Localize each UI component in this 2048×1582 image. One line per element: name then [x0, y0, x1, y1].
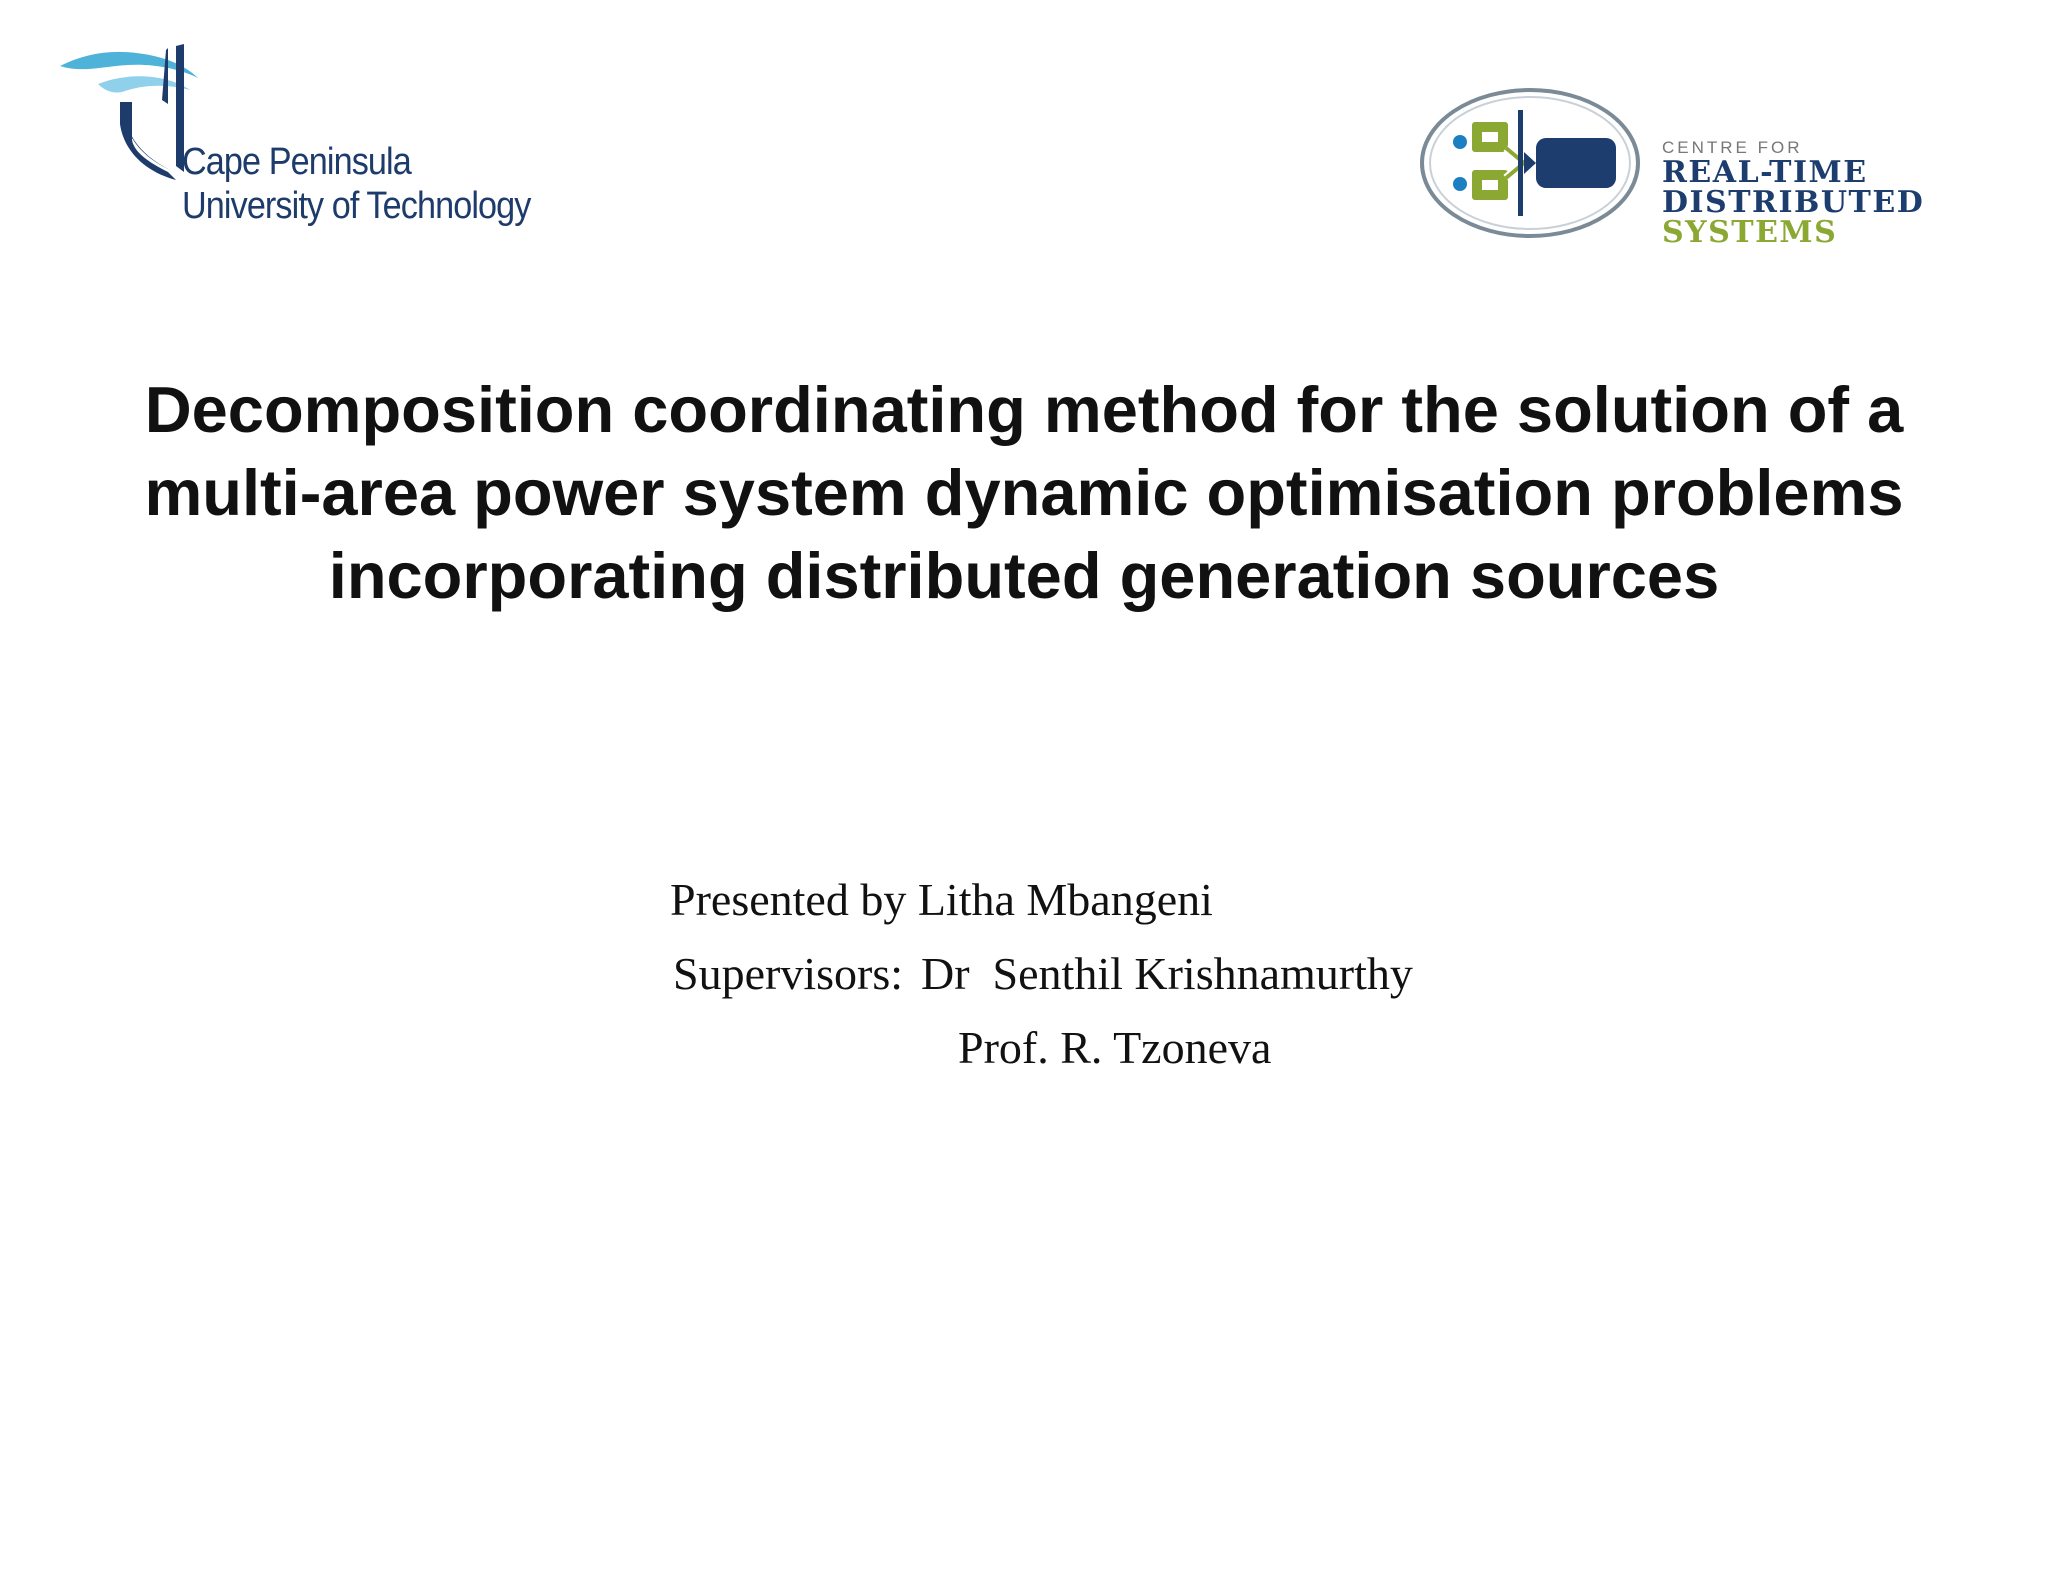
cput-name-line2: University of Technology — [182, 185, 531, 227]
title-line-3: incorporating distributed generation sources — [328, 539, 1720, 612]
crtds-centre-for: CENTRE FOR — [1662, 138, 1803, 157]
crtds-emblem-icon — [1418, 86, 1642, 241]
cput-wordmark — [182, 140, 530, 228]
cput-name-line1: Cape Peninsula — [182, 141, 411, 183]
supervisors-label: Supervisors: — [673, 948, 903, 999]
supervisor-2: Prof. R. Tzoneva — [958, 1022, 1272, 1073]
slide-title — [60, 368, 1988, 617]
crtds-systems: SYSTEMS — [1662, 215, 1838, 250]
presenter-line: Presented by Litha Mbangeni — [670, 874, 1213, 925]
supervisor-1: Dr Senthil Krishnamurthy — [921, 948, 1413, 999]
title-line-2: multi-area power system dynamic optimisation problems — [144, 456, 1904, 529]
supervisors-line — [673, 948, 1413, 1000]
cput-logo — [58, 44, 578, 244]
crtds-logo — [1418, 86, 1958, 251]
title-line-1: Decomposition coordinating method for the solution of a — [144, 373, 1904, 446]
crtds-real-time: REAL-TIME — [1662, 155, 1868, 190]
crtds-wordmark — [1662, 138, 1924, 248]
crtds-distributed: DISTRIBUTED — [1662, 185, 1925, 220]
